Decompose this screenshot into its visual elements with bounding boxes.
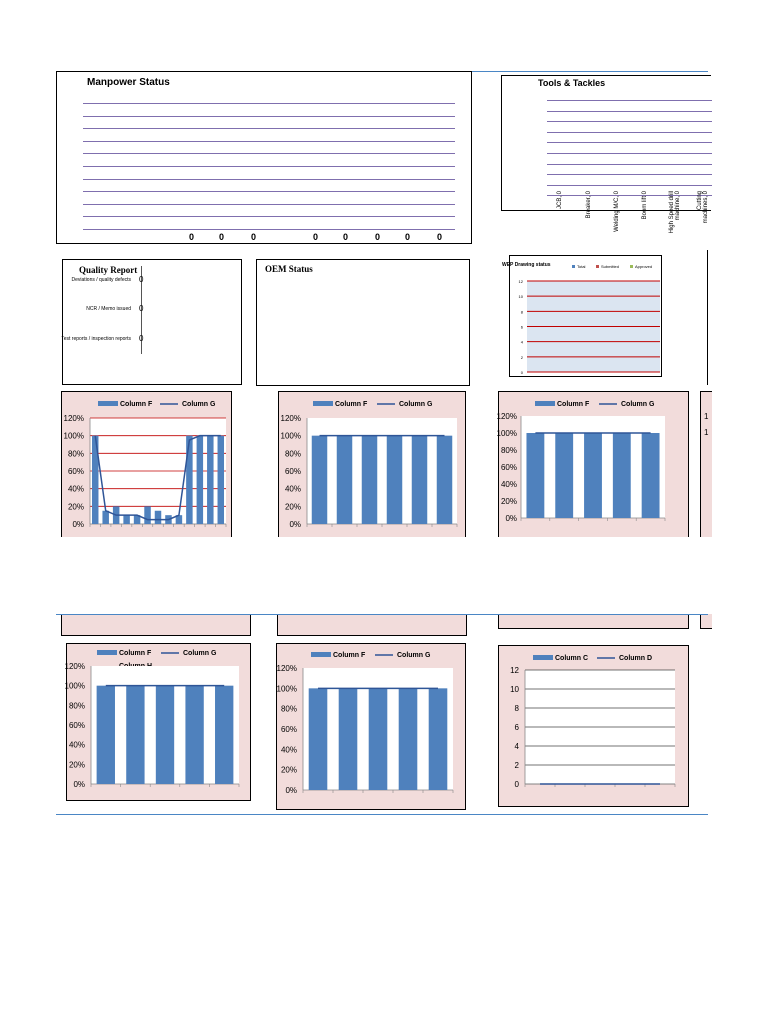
chart-2 [279,392,467,538]
y-tick-label: 40% [284,484,301,494]
y-tick-label: 20% [284,502,301,512]
y-tick-label: 120% [64,662,85,671]
tools-gridline [547,164,712,165]
legend-label: Column F [333,652,366,659]
drawing-legend-label: Submitted [601,264,620,269]
drawing-ytick: 4 [520,339,523,345]
chart-panel-4-bottom [700,614,712,629]
bar [97,686,115,784]
y-tick-label: 60% [500,463,517,472]
manpower-gridline [83,103,455,104]
tools-gridline [547,185,712,186]
y-tick-label: 0% [72,520,84,529]
tools-item-label: Welding M/C, 0 [614,191,620,232]
bar [309,688,328,790]
partial-chart-label: 1 [704,428,709,437]
bar [215,686,233,784]
quality-panel [62,259,242,385]
y-tick-label: 0% [285,786,297,795]
bar [437,436,453,524]
bar [155,511,161,524]
chart-panel-2-bottom [277,614,467,636]
tools-gridline [547,100,712,101]
quality-item-value: 0 [139,334,144,343]
quality-item-label: NCR / Memo issued [86,306,131,312]
manpower-gridline [83,128,455,129]
y-tick-label: 12 [510,666,519,675]
chart-panel-7 [498,645,689,807]
drawing-legend-swatch [630,265,633,268]
bar [126,686,144,784]
y-tick-label: 80% [500,446,517,455]
drawing-title: WEP Drawing status [502,262,551,268]
tools-gridline [547,142,712,143]
legend-label: Column C [555,655,589,662]
drawing-panel [502,255,662,377]
bar [387,436,403,524]
y-tick-label: 80% [280,704,297,714]
bar [312,436,328,524]
tools-title: Tools & Tackles [538,78,606,88]
bar [185,686,203,784]
y-tick-label: 8 [514,704,519,713]
bar [102,511,108,524]
chart-panel-1-bottom [61,614,251,636]
bottom-rule [56,814,708,815]
manpower-gridline [83,141,455,142]
drawing-ytick: 0 [520,370,523,375]
quality-item-value: 0 [139,304,144,313]
right-edge-line [707,250,708,385]
y-tick-label: 100% [496,429,517,438]
manpower-zero-value: 0 [189,232,195,242]
legend-label: Column G [399,401,433,408]
manpower-panel [56,71,472,244]
y-tick-label: 6 [514,723,519,732]
drawing-ytick: 10 [518,294,523,300]
y-tick-label: 20% [500,497,517,506]
chart-3 [496,392,690,538]
tools-item-label: High Speed drill machine, 0 [669,191,681,234]
y-tick-label: 0 [514,780,519,789]
bar [412,436,428,524]
legend-swatch-bar [535,401,555,406]
y-tick-label: 80% [68,701,85,711]
bar [218,436,224,524]
bar [362,436,378,524]
legend-label: Column D [619,655,653,662]
legend-label: Column G [183,650,217,657]
quality-item-label: Test reports / inspection reports [61,336,131,342]
legend-label: Column G [621,401,655,408]
bar [339,688,358,790]
tools-gridline [547,132,712,133]
drawing-ytick: 8 [520,309,523,315]
tools-item-label: Breaker, 0 [586,191,592,219]
bar [186,436,192,524]
y-tick-label: 20% [280,765,297,775]
y-tick-label: 80% [284,449,301,459]
tools-gridline [547,111,712,112]
legend-swatch-bar [311,652,331,657]
drawing-legend-swatch [596,265,599,268]
chart-5 [64,644,252,802]
manpower-zero-value: 0 [343,232,349,242]
chart-7 [499,646,690,808]
chart-1 [62,392,233,538]
bar [613,433,631,518]
y-tick-label: 60% [68,721,85,730]
chart-panel-1 [61,391,232,537]
drawing-ytick: 12 [518,279,523,284]
legend-label: Column G [397,652,431,659]
chart-panel-2 [278,391,466,537]
bar [197,436,203,524]
legend-swatch-bar [313,401,333,406]
drawing-legend-label: Approved [635,264,653,269]
y-tick-label: 0% [505,514,517,523]
y-tick-label: 100% [63,431,84,441]
drawing-chart [502,256,661,376]
manpower-title: Manpower Status [87,77,170,88]
y-tick-label: 10 [510,685,519,694]
chart-panel-6 [276,643,466,810]
tools-gridline [547,153,712,154]
chart-panel-5 [66,643,251,801]
y-tick-label: 120% [63,414,84,423]
bar [156,686,174,784]
partial-chart-label: 1 [704,412,709,421]
manpower-gridline [83,216,455,217]
y-tick-label: 80% [67,449,84,459]
quality-title: Quality Report [79,265,138,275]
y-tick-label: 20% [68,760,85,770]
y-tick-label: 0% [289,520,301,529]
y-tick-label: 120% [280,414,301,423]
manpower-zero-value: 0 [313,232,319,242]
tools-gridline [547,121,712,122]
y-tick-label: 60% [280,725,297,734]
y-tick-label: 40% [280,745,297,755]
bar [584,433,602,518]
bar [399,688,418,790]
legend-label: Column F [335,401,368,408]
manpower-zero-value: 0 [375,232,381,242]
manpower-gridline [83,116,455,117]
mid-rule [56,614,708,615]
oem-panel [256,259,470,386]
bar [642,433,660,518]
tools-item-label: Boom lift 0 [642,191,648,220]
y-tick-label: 120% [276,664,297,673]
legend-swatch-bar [97,650,117,655]
y-tick-label: 40% [500,480,517,489]
quality-item-value: 0 [139,275,144,284]
y-tick-label: 100% [276,684,297,694]
y-tick-label: 60% [284,467,301,476]
manpower-zero-value: 0 [405,232,411,242]
drawing-legend-label: Total [577,264,586,269]
bar [207,436,213,524]
chart-panel-3-bottom [498,614,689,629]
bar [369,688,388,790]
y-tick-label: 40% [68,740,85,750]
legend-label: Column F [557,401,590,408]
y-tick-label: 60% [67,467,84,476]
y-tick-label: 120% [496,412,517,421]
bar [144,506,150,524]
quality-item-label: Deviations / quality defects [71,277,131,283]
drawing-ytick: 2 [520,354,523,360]
drawing-ytick: 6 [520,324,523,330]
legend-label: Column F [119,650,152,657]
plot-area [307,418,457,524]
y-tick-label: 0% [73,780,85,789]
legend-label: Column G [182,401,216,408]
manpower-gridline [83,204,455,205]
manpower-zero-value: 0 [219,232,225,242]
manpower-gridline [83,166,455,167]
y-tick-label: 4 [514,742,519,751]
manpower-gridline [83,191,455,192]
y-tick-label: 100% [64,681,85,691]
tools-gridline [547,195,712,196]
legend-swatch-bar [98,401,118,406]
drawing-legend-swatch [572,265,575,268]
y-tick-label: 100% [280,431,301,441]
bar [429,688,448,790]
legend-swatch-bar [533,655,553,660]
bar [555,433,573,518]
chart-panel-4-partial [700,391,712,537]
manpower-gridline [83,229,455,230]
y-tick-label: 40% [67,484,84,494]
manpower-zero-value: 0 [437,232,443,242]
tools-item-label: JCB, 0 [557,191,563,210]
y-tick-label: 20% [67,502,84,512]
manpower-zero-value: 0 [251,232,257,242]
y-tick-label: 2 [514,761,519,770]
bar [123,515,129,524]
manpower-gridline [83,153,455,154]
bar [337,436,353,524]
bar [526,433,544,518]
manpower-gridline [83,179,455,180]
legend-label: Column F [120,401,153,408]
oem-title: OEM Status [265,264,313,274]
tools-item-label: Cutting machines, 0 [697,191,709,224]
tools-gridline [547,174,712,175]
chart-6 [277,644,467,811]
chart-panel-3 [498,391,689,537]
